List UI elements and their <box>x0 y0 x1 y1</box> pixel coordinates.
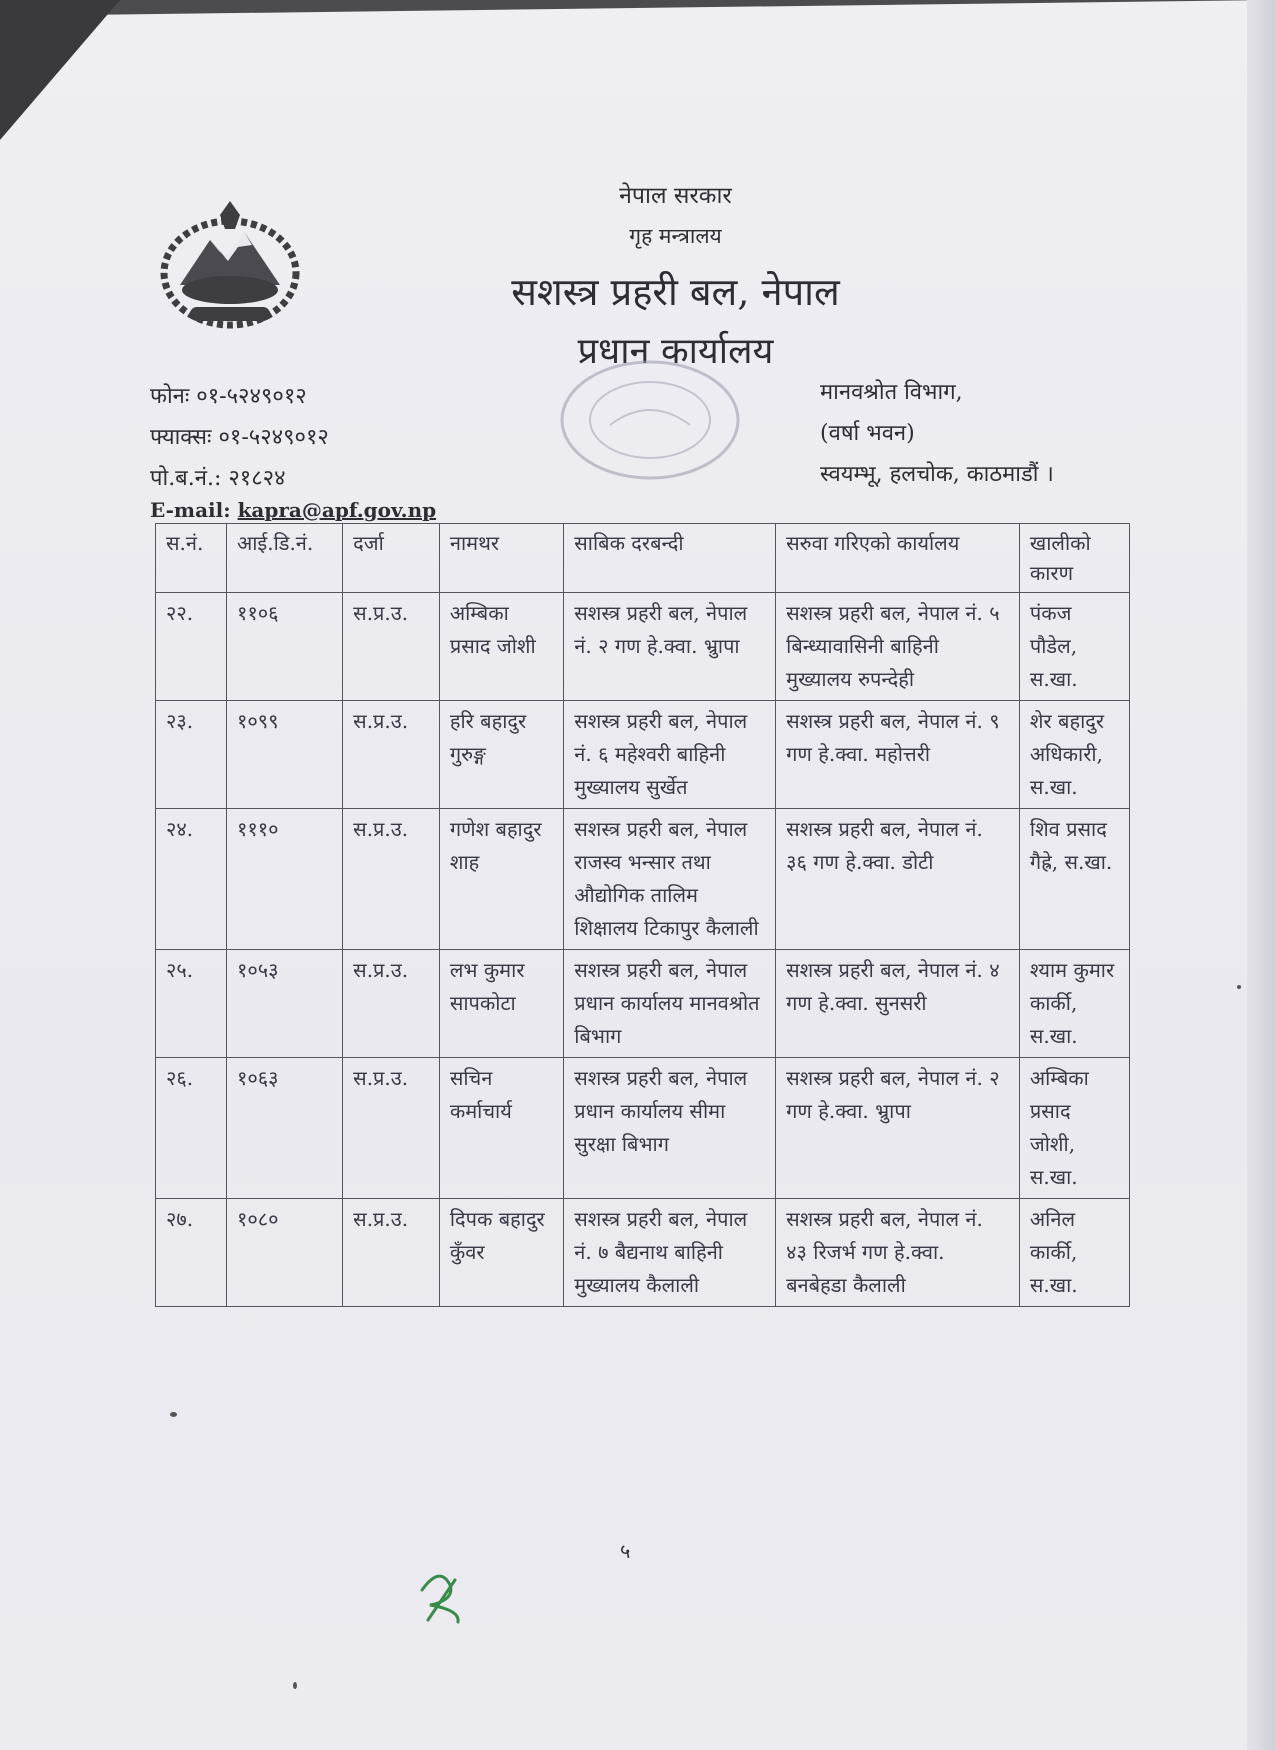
cell-serial: २२. <box>156 593 227 701</box>
cell-serial: २६. <box>156 1058 227 1199</box>
cell-serial: २३. <box>156 701 227 809</box>
building-name: (वर्षा भवन) <box>820 421 915 446</box>
cell-previous-post: सशस्त्र प्रहरी बल, नेपाल नं. ७ बैद्यनाथ बाहिनी मुख्यालय कैलाली <box>564 1199 776 1307</box>
address-text: स्वयम्भू, हलचोक, काठमाडौं । <box>820 462 1054 487</box>
transfer-table <box>155 523 1130 1307</box>
scan-speck <box>1237 985 1241 989</box>
cell-id: १०६३ <box>226 1058 342 1199</box>
cell-name: दिपक बहादुर कुँवर <box>439 1199 563 1307</box>
table-row <box>156 809 1130 950</box>
header-id: आई.डि.नं. <box>226 524 342 593</box>
header-previous-post: साबिक दरबन्दी <box>564 524 776 593</box>
header-serial: स.नं. <box>156 524 227 593</box>
cell-name: सचिन कर्माचार्य <box>439 1058 563 1199</box>
table-header-row <box>156 524 1130 593</box>
cell-rank: स.प्र.उ. <box>343 950 440 1058</box>
table-row <box>156 1199 1130 1307</box>
cell-name: लभ कुमार सापकोटा <box>439 950 563 1058</box>
cell-serial: २७. <box>156 1199 227 1307</box>
cell-serial: २५. <box>156 950 227 1058</box>
cell-id: १११० <box>226 809 342 950</box>
cell-transferred-office: सशस्त्र प्रहरी बल, नेपाल नं. ४३ रिजर्भ गण हे.क्वा. बनबेहडा कैलाली <box>776 1199 1020 1307</box>
office-stamp-icon <box>555 355 745 485</box>
cell-previous-post: सशस्त्र प्रहरी बल, नेपाल प्रधान कार्यालय सीमा सुरक्षा बिभाग <box>564 1058 776 1199</box>
office-title: प्रधान कार्यालय <box>577 331 774 372</box>
cell-previous-post: सशस्त्र प्रहरी बल, नेपाल राजस्व भन्सार तथा औद्योगिक तालिम शिक्षालय टिकापुर कैलाली <box>564 809 776 950</box>
scan-page-edge <box>1247 0 1275 1750</box>
department-name: मानवश्रोत विभाग, <box>820 380 963 405</box>
cell-serial: २४. <box>156 809 227 950</box>
table-row <box>156 593 1130 701</box>
header-transferred-office: सरुवा गरिएको कार्यालय <box>776 524 1020 593</box>
cell-transferred-office: सशस्त्र प्रहरी बल, नेपाल नं. ९ गण हे.क्वा. महोत्तरी <box>776 701 1020 809</box>
cell-rank: स.प्र.उ. <box>343 1058 440 1199</box>
fax-text: फ्याक्सः ०१-५२४९०१२ <box>150 425 329 450</box>
signature-initial-icon <box>410 1560 470 1630</box>
header-vacancy-reason: खालीको कारण <box>1019 524 1129 593</box>
cell-vacancy-reason: शिव प्रसाद गैह्रे, स.खा. <box>1019 809 1129 950</box>
cell-previous-post: सशस्त्र प्रहरी बल, नेपाल नं. ६ महेश्वरी बाहिनी मुख्यालय सुर्खेत <box>564 701 776 809</box>
ministry-title: गृह मन्त्रालय <box>629 224 722 248</box>
table-row <box>156 701 1130 809</box>
cell-name: गणेश बहादुर शाह <box>439 809 563 950</box>
cell-rank: स.प्र.उ. <box>343 809 440 950</box>
table-row <box>156 1058 1130 1199</box>
contact-block <box>150 376 329 499</box>
cell-transferred-office: सशस्त्र प्रहरी बल, नेपाल नं. ५ बिन्ध्यावासिनी बाहिनी मुख्यालय रुपन्देही <box>776 593 1020 701</box>
email-line <box>150 498 436 522</box>
cell-previous-post: सशस्त्र प्रहरी बल, नेपाल नं. २ गण हे.क्वा. भ्रुापा <box>564 593 776 701</box>
cell-vacancy-reason: अम्बिका प्रसाद जोशी, स.खा. <box>1019 1058 1129 1199</box>
department-address <box>820 372 1054 495</box>
scan-speck <box>293 1682 297 1689</box>
email-label: E-mail: <box>150 498 238 522</box>
email-link[interactable]: kapra@apf.gov.np <box>237 498 437 522</box>
cell-name: अम्बिका प्रसाद जोशी <box>439 593 563 701</box>
cell-id: १०५३ <box>226 950 342 1058</box>
cell-transferred-office: सशस्त्र प्रहरी बल, नेपाल नं. ३६ गण हे.क्वा. डोटी <box>776 809 1020 950</box>
government-title: नेपाल सरकार <box>619 183 732 209</box>
cell-rank: स.प्र.उ. <box>343 701 440 809</box>
cell-previous-post: सशस्त्र प्रहरी बल, नेपाल प्रधान कार्यालय मानवश्रोत बिभाग <box>564 950 776 1058</box>
cell-rank: स.प्र.उ. <box>343 593 440 701</box>
cell-vacancy-reason: श्याम कुमार कार्की, स.खा. <box>1019 950 1129 1058</box>
cell-id: १०८० <box>226 1199 342 1307</box>
cell-vacancy-reason: शेर बहादुर अधिकारी, स.खा. <box>1019 701 1129 809</box>
cell-name: हरि बहादुर गुरुङ्ग <box>439 701 563 809</box>
header-rank: दर्जा <box>343 524 440 593</box>
cell-id: १०९९ <box>226 701 342 809</box>
scan-shadow-top <box>0 0 1275 16</box>
cell-vacancy-reason: पंकज पौडेल, स.खा. <box>1019 593 1129 701</box>
table-row <box>156 950 1130 1058</box>
cell-transferred-office: सशस्त्र प्रहरी बल, नेपाल नं. ४ गण हे.क्वा. सुनसरी <box>776 950 1020 1058</box>
cell-transferred-office: सशस्त्र प्रहरी बल, नेपाल नं. २ गण हे.क्वा. भ्रुापा <box>776 1058 1020 1199</box>
pobox-text: पो.ब.नं.: २१८२४ <box>150 466 286 491</box>
organization-title: सशस्त्र प्रहरी बल, नेपाल <box>511 270 840 314</box>
header-name: नामथर <box>439 524 563 593</box>
cell-vacancy-reason: अनिल कार्की, स.खा. <box>1019 1199 1129 1307</box>
cell-rank: स.प्र.उ. <box>343 1199 440 1307</box>
scan-speck <box>170 1412 177 1417</box>
scan-folded-corner <box>0 0 120 140</box>
page-number: ५ <box>620 1539 631 1563</box>
phone-text: फोनः ०१-५२४९०१२ <box>150 384 307 409</box>
cell-id: ११०६ <box>226 593 342 701</box>
